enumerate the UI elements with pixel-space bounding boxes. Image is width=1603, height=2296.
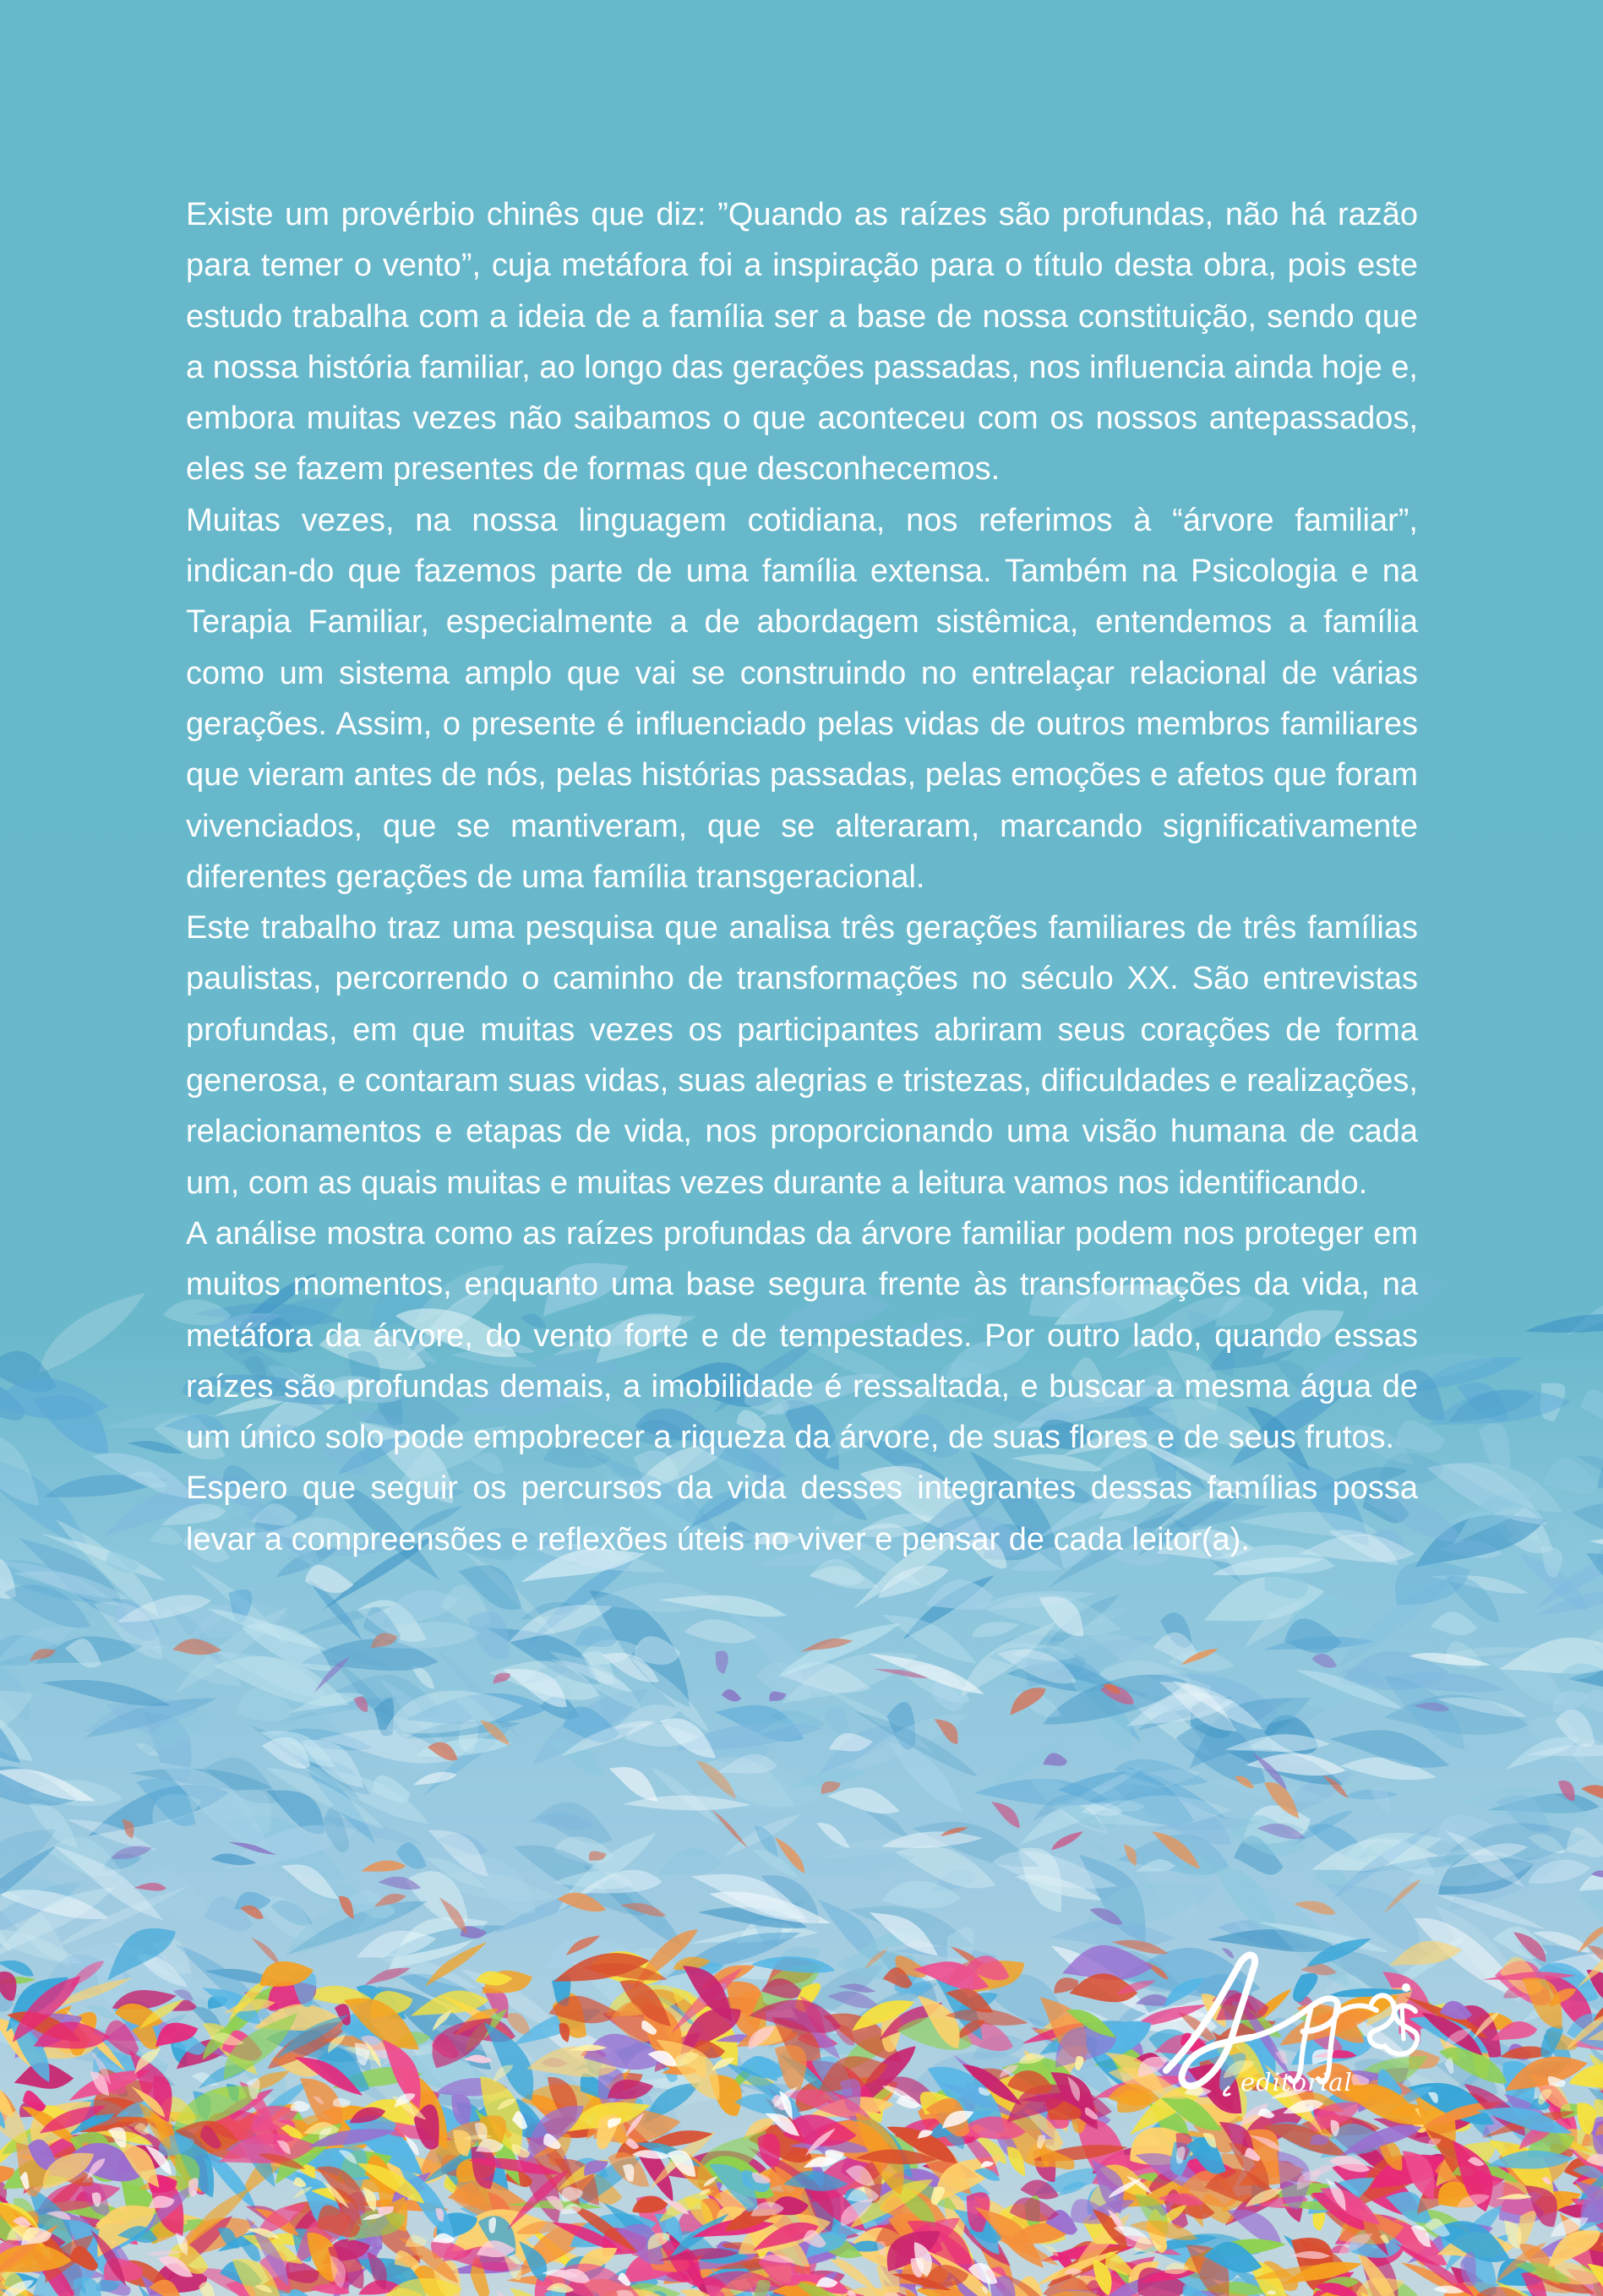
paragraph-proverb: Existe um provérbio chinês que diz: ”Quando as raízes são profundas, não há razão para temer o vento”, cuja metáfora foi a inspiração para o título desta obra, pois este estudo trabalha com a ideia de a família ser a base de nossa constituição, sendo que a nossa história familiar, ao longo das gerações passadas, nos influencia ainda hoje e, embora muitas vezes não saibamos o que aconteceu com os nossos antepassados, eles se fazem presentes de formas que desconhecemos. [186, 197, 1418, 488]
back-cover-text [186, 189, 1418, 1565]
paragraph-closing: Espero que seguir os percursos da vida desses integrantes dessas famílias possa levar a compreensões e reflexões úteis no viver e pensar de cada leitor(a). [186, 1470, 1418, 1557]
paragraph-family-tree: Muitas vezes, na nossa linguagem cotidiana, nos referimos à “árvore familiar”, indican-do que fazemos parte de uma família extensa. Também na Psicologia e na Terapia Familiar, especialmente a de abordagem sistêmica, entendemos a família como um sistema amplo que vai se construindo no entrelaçar relacional de várias gerações. Assim, o presente é influenciado pelas vidas de outros membros familiares que vieram antes de nós, pelas histórias passadas, pelas emoções e afetos que foram vivenciados, que se mantiveram, que se alteraram, marcando significativamente diferentes gerações de uma família transgeracional. [186, 502, 1418, 895]
appris-editorial-logo [1141, 1944, 1428, 2096]
paragraph-research: Este trabalho traz uma pesquisa que analisa três gerações familiares de três famílias paulistas, percorrendo o caminho de transformações no século XX. São entrevistas profundas, em que muitas vezes os participantes abriram seus corações de forma generosa, e contaram suas vidas, suas alegrias e tristezas, dificuldades e realizações, relacionamentos e etapas de vida, nos proporcionando uma visão humana de cada um, com as quais muitas e muitas vezes durante a leitura vamos nos identificando. [186, 910, 1418, 1201]
paragraph-analysis: A análise mostra como as raízes profundas da árvore familiar podem nos proteger em muitos momentos, enquanto uma base segura frente às transformações da vida, na metáfora da árvore, do vento forte e de tempestades. Por outro lado, quando essas raízes são profundas demais, a imobilidade é ressaltada, e buscar a mesma água de um único solo pode empobrecer a riqueza da árvore, de suas flores e de seus frutos. [186, 1215, 1418, 1456]
logo-subtitle: editorial [1240, 2068, 1353, 2097]
